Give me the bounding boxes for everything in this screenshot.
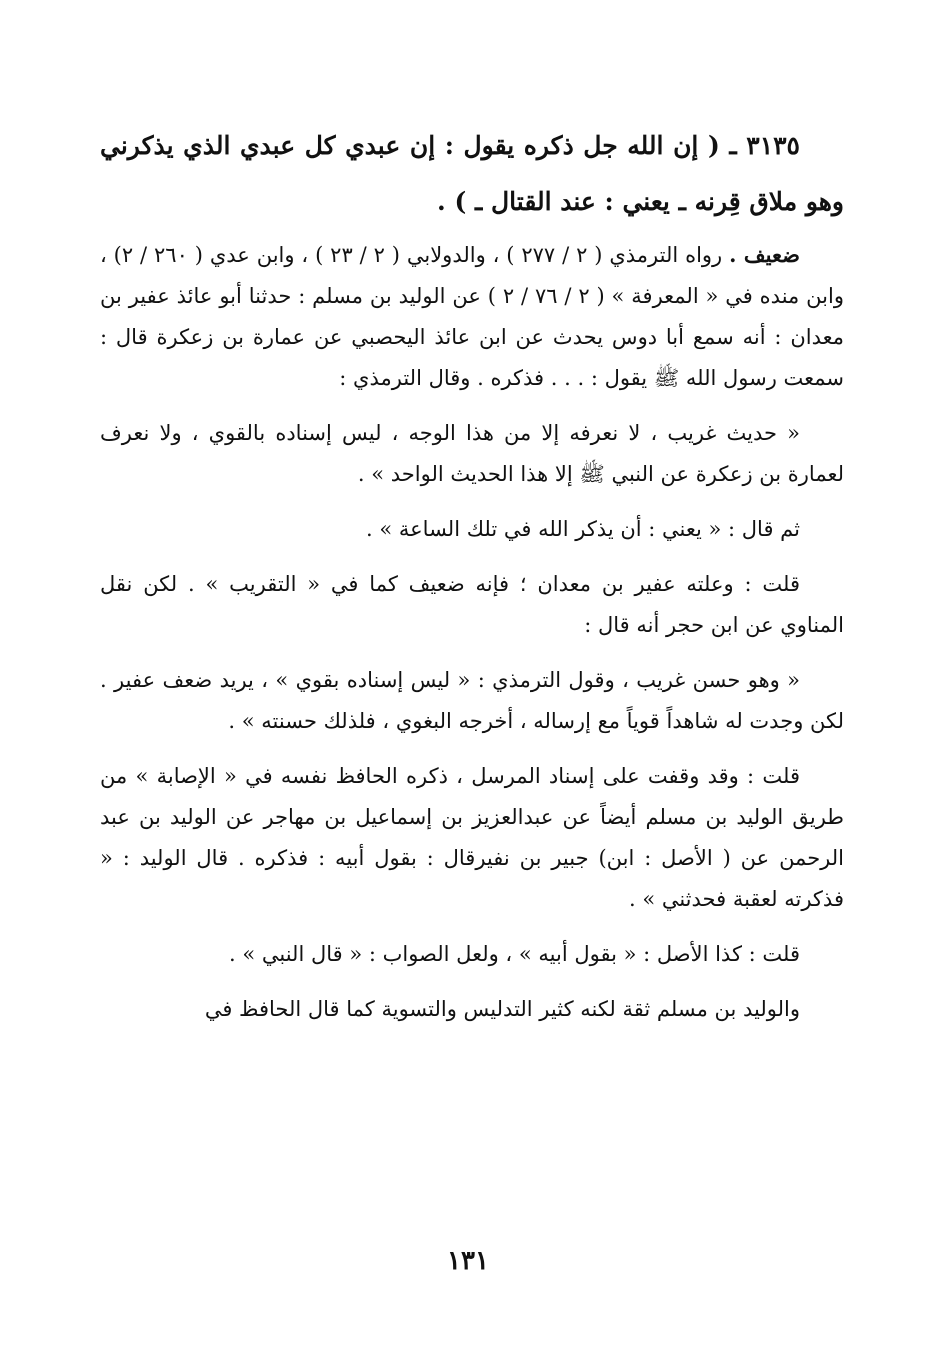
closing-paragraph: والوليد بن مسلم ثقة لكنه كثير التدليس والتسوية كما قال الحافظ في xyxy=(204,997,800,1021)
ibn-hajar-quote: « وهو حسن غريب ، وقول الترمذي : « ليس إسناده بقوي » ، يريد ضعف عفير . لكن وجدت له شاهداً قوياً مع إرساله ، أخرجه البغوي ، فلذلك حسنته » . xyxy=(100,668,844,733)
tirmidhi-explanation: ثم قال : « يعني : أن يذكر الله في تلك الساعة » . xyxy=(366,517,800,541)
tirmidhi-quote: « حديث غريب ، لا نعرفه إلا من هذا الوجه ، ليس إسناده بالقوي ، ولا نعرف لعمارة بن زعكرة عن النبي ﷺ إلا هذا الحديث الواحد » . xyxy=(100,421,844,486)
grading-paragraph xyxy=(100,234,844,399)
note-paragraph: قلت : كذا الأصل : « بقول أبيه » ، ولعل الصواب : « قال النبي » . xyxy=(229,942,800,966)
grading-text: رواه الترمذي ( ٢ / ٢٧٧ ) ، والدولابي ( ٢ / ٢٣ ) ، وابن عدي ( ٢٦٠ / ٢) ، وابن منده في « المعرفة » ( ٢ / ٧٦ / ٢ ) عن الوليد بن مسلم : حدثنا أبو عائذ عفير بن معدان : أنه سمع أبا دوس يحدث عن ابن عائذ اليحصبي عن عمارة بن زعكرة قال : سمعت رسول الله ﷺ يقول : . . . فذكره . وقال الترمذي : xyxy=(100,243,844,390)
commentary-paragraph: قلت : وعلته عفير بن معدان ؛ فإنه ضعيف كما في « التقريب » . لكن نقل المناوي عن ابن حجر أنه قال : xyxy=(100,572,844,637)
page-number: ١٣١ xyxy=(447,1246,489,1276)
hadith-text: ( إن الله جل ذكره يقول : إن عبدي كل عبدي الذي يذكرني وهو ملاق قِرنه ـ يعني : عند القتال ـ ) . xyxy=(100,131,844,216)
page-body xyxy=(100,118,844,1030)
hadith-heading xyxy=(100,118,844,230)
hadith-number: ٣١٣٥ ـ xyxy=(729,131,800,160)
grading-label: ضعيف . xyxy=(729,242,800,267)
isnad-paragraph: قلت : وقد وقفت على إسناد المرسل ، ذكره الحافظ نفسه في « الإصابة » من طريق الوليد بن مسلم أيضاً عن عبدالعزيز بن إسماعيل بن مهاجر عن الوليد بن عبد الرحمن عن ( الأصل : ابن) جبير بن نفيرقال : بقول أبيه : فذكره . قال الوليد : « فذكرته لعقبة فحدثني » . xyxy=(100,764,844,911)
